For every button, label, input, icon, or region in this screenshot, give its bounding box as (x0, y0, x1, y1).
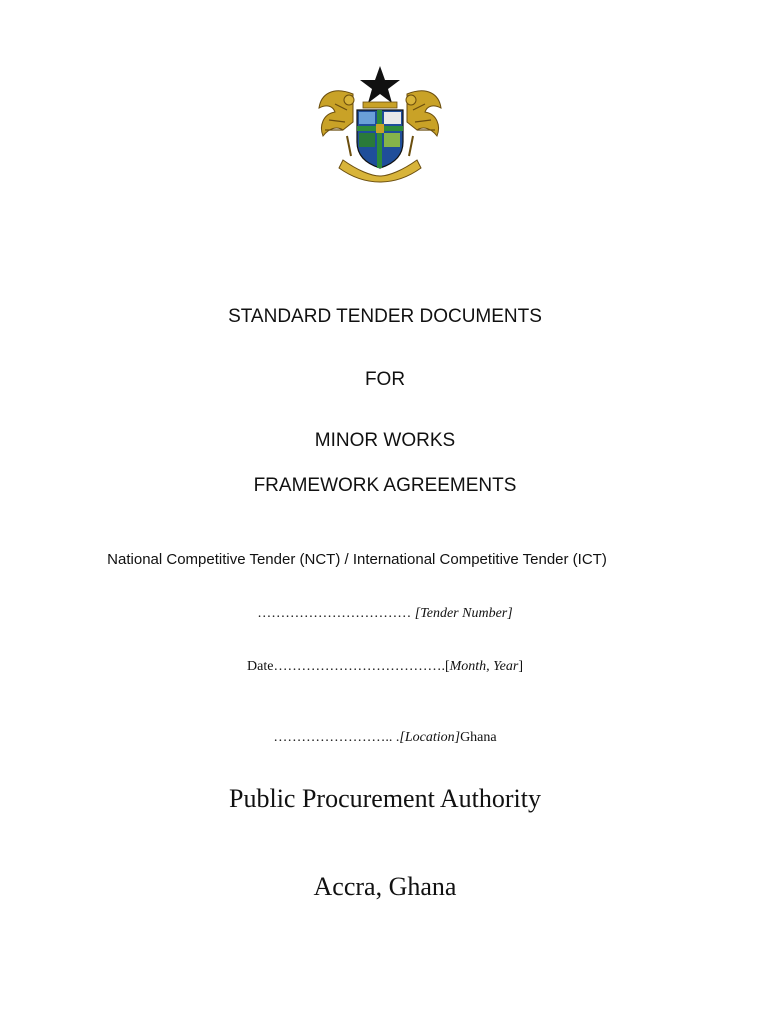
tender-number-placeholder: [Tender Number] (414, 606, 513, 621)
location-line (0, 730, 770, 746)
location-placeholder: [Location] (399, 730, 461, 745)
date-dots: ………………………………. (273, 659, 445, 674)
date-label: Date (247, 659, 274, 674)
tender-type-line: National Competitive Tender (NCT) / International Competitive Tender (ICT) (107, 551, 607, 568)
authority-name: Public Procurement Authority (229, 784, 541, 813)
date-close-bracket: ] (518, 659, 523, 674)
date-placeholder: Month, Year (449, 659, 519, 674)
authority-city: Accra, Ghana (313, 872, 457, 901)
location-dots: …………………….. . (273, 730, 400, 745)
document-title-line-1: STANDARD TENDER DOCUMENTS (228, 306, 542, 327)
document-title-line-3: MINOR WORKS (314, 430, 456, 451)
date-open-bracket: [ (444, 659, 450, 674)
location-country: Ghana (460, 730, 497, 745)
tender-number-dots: …………………………… (257, 606, 412, 621)
date-line (0, 659, 770, 675)
document-title-line-4: FRAMEWORK AGREEMENTS (253, 475, 517, 496)
document-title-line-2: FOR (364, 369, 406, 390)
tender-number-line (0, 606, 770, 622)
ghana-coat-of-arms-icon (313, 64, 447, 184)
